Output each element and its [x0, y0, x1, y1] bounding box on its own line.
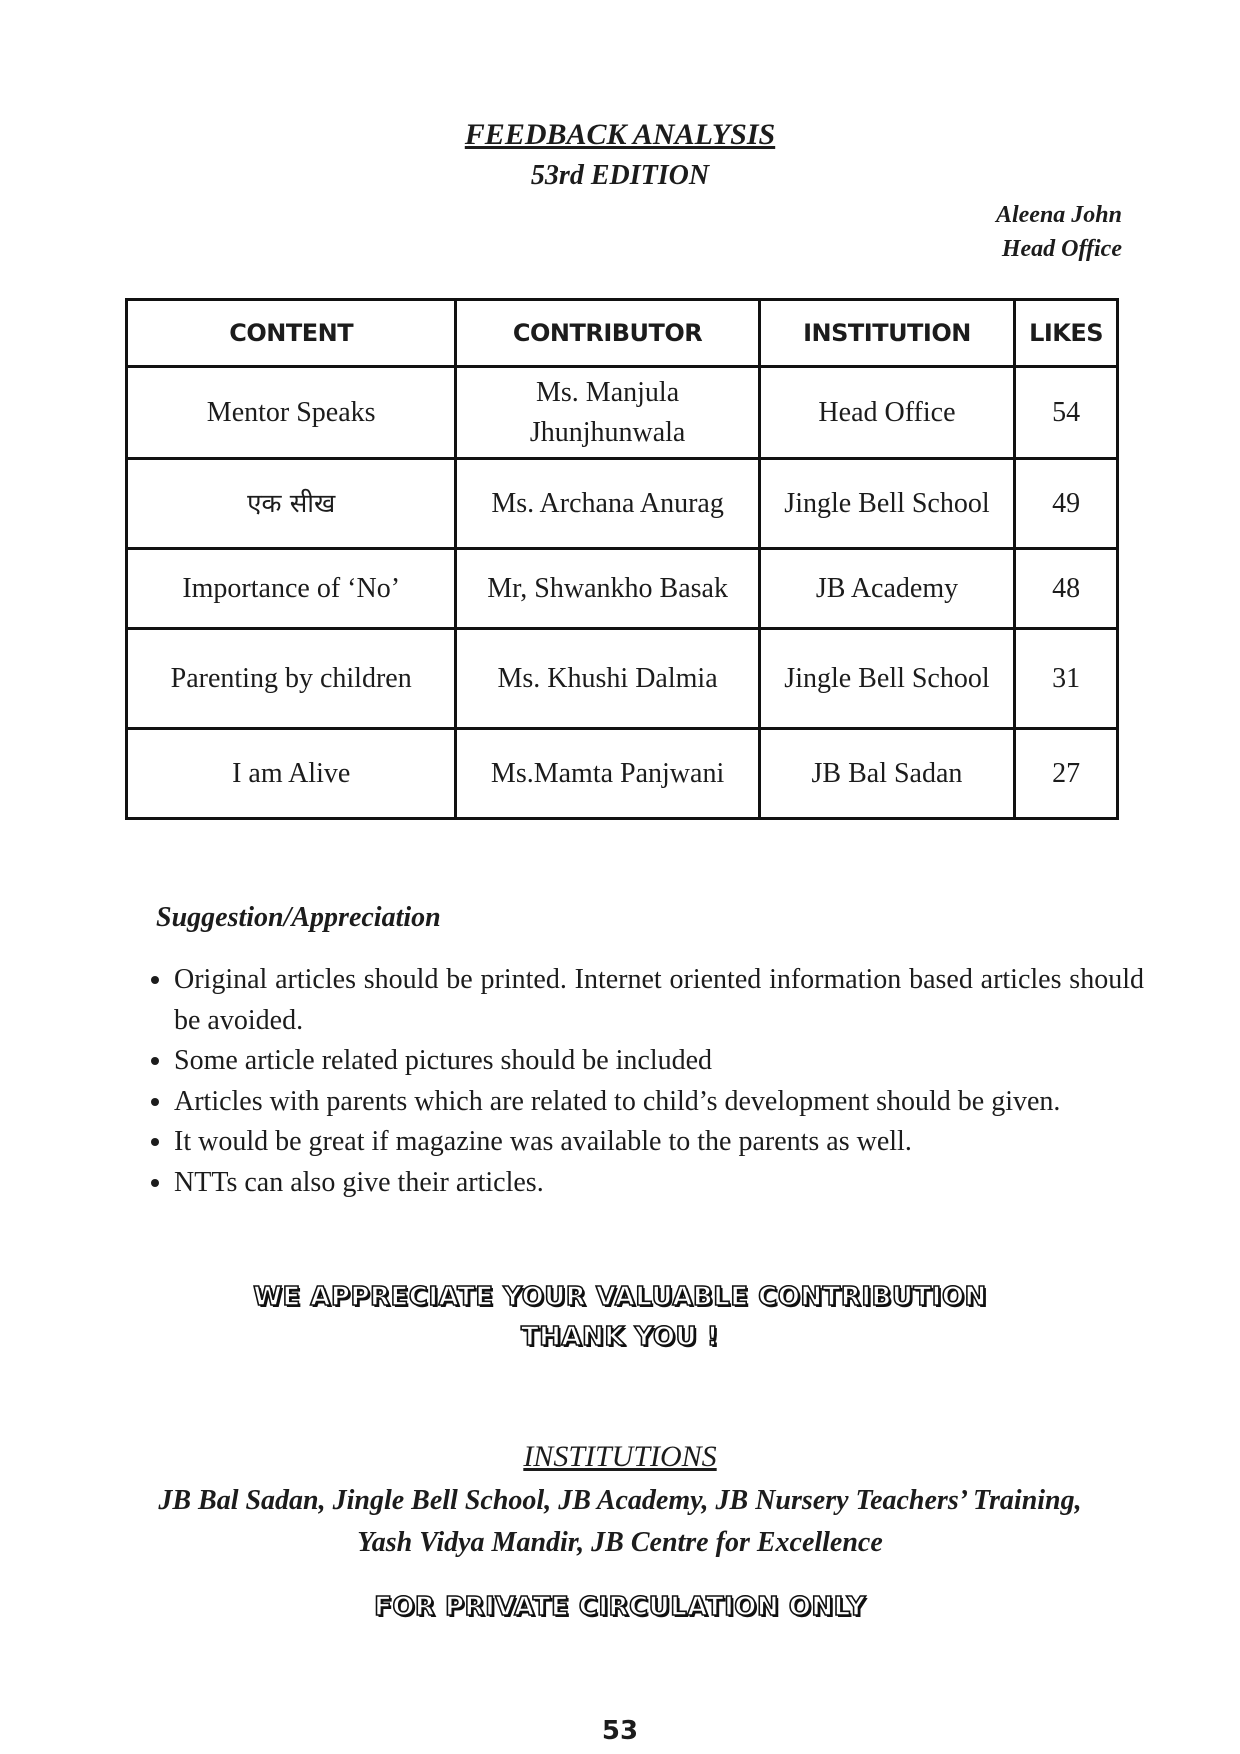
author-name: Aleena John	[995, 202, 1122, 228]
feedback-table	[125, 298, 1119, 820]
list-item: • It would be great if magazine was available to the parents as well.	[174, 1122, 1144, 1163]
column-header-likes: LIKES	[1015, 300, 1118, 367]
table-header-row	[127, 300, 1118, 367]
institutions-list	[110, 1480, 1130, 1564]
cell-institution: Jingle Bell School	[759, 459, 1014, 549]
page-number: 53	[601, 1716, 639, 1746]
cell-contributor: Mr, Shwankho Basak	[456, 549, 759, 629]
institutions-line-2: Yash Vidya Mandir, JB Centre for Excellence	[357, 1527, 883, 1558]
column-header-institution: INSTITUTION	[759, 300, 1014, 367]
cell-institution: JB Academy	[759, 549, 1014, 629]
cell-institution: JB Bal Sadan	[759, 729, 1014, 819]
cell-likes: 31	[1015, 629, 1118, 729]
cell-contributor: Ms.Mamta Panjwani	[456, 729, 759, 819]
cell-likes: 27	[1015, 729, 1118, 819]
column-header-contributor: CONTRIBUTOR	[456, 300, 759, 367]
list-item: • Original articles should be printed. Internet oriented information based articles should be avoided.	[174, 960, 1144, 1041]
cell-content: I am Alive	[127, 729, 456, 819]
cell-content: Mentor Speaks	[127, 367, 456, 459]
cell-contributor: Ms. Khushi Dalmia	[456, 629, 759, 729]
table-row	[127, 629, 1118, 729]
table-row	[127, 549, 1118, 629]
edition-subtitle: 53rd EDITION	[530, 160, 710, 191]
cell-content: Importance of ‘No’	[127, 549, 456, 629]
cell-content: एक सीख	[127, 459, 456, 549]
list-item: • NTTs can also give their articles.	[174, 1163, 1144, 1204]
appreciation-banner: WE APPRECIATE YOUR VALUABLE CONTRIBUTION	[253, 1282, 987, 1312]
cell-institution: Jingle Bell School	[759, 629, 1014, 729]
suggestions-list	[150, 960, 1144, 1203]
cell-likes: 48	[1015, 549, 1118, 629]
column-header-content: CONTENT	[127, 300, 456, 367]
cell-contributor: Ms. Archana Anurag	[456, 459, 759, 549]
author-office: Head Office	[1001, 236, 1122, 262]
cell-likes: 54	[1015, 367, 1118, 459]
table-row	[127, 367, 1118, 459]
private-circulation-notice: FOR PRIVATE CIRCULATION ONLY	[374, 1592, 866, 1622]
thank-you-banner: THANK YOU !	[520, 1322, 720, 1352]
institutions-heading: INSTITUTIONS	[523, 1440, 717, 1473]
cell-likes: 49	[1015, 459, 1118, 549]
table-row	[127, 729, 1118, 819]
table-row	[127, 459, 1118, 549]
list-item: • Some article related pictures should be included	[174, 1041, 1144, 1082]
cell-content: Parenting by children	[127, 629, 456, 729]
list-item: • Articles with parents which are related to child’s development should be given.	[174, 1082, 1144, 1123]
suggestions-heading: Suggestion/Appreciation	[156, 902, 441, 933]
cell-institution: Head Office	[759, 367, 1014, 459]
cell-contributor: Ms. Manjula Jhunjhunwala	[456, 367, 759, 459]
institutions-line-1: JB Bal Sadan, Jingle Bell School, JB Academy, JB Nursery Teachers’ Training,	[158, 1485, 1082, 1516]
page-title: FEEDBACK ANALYSIS	[464, 118, 776, 151]
